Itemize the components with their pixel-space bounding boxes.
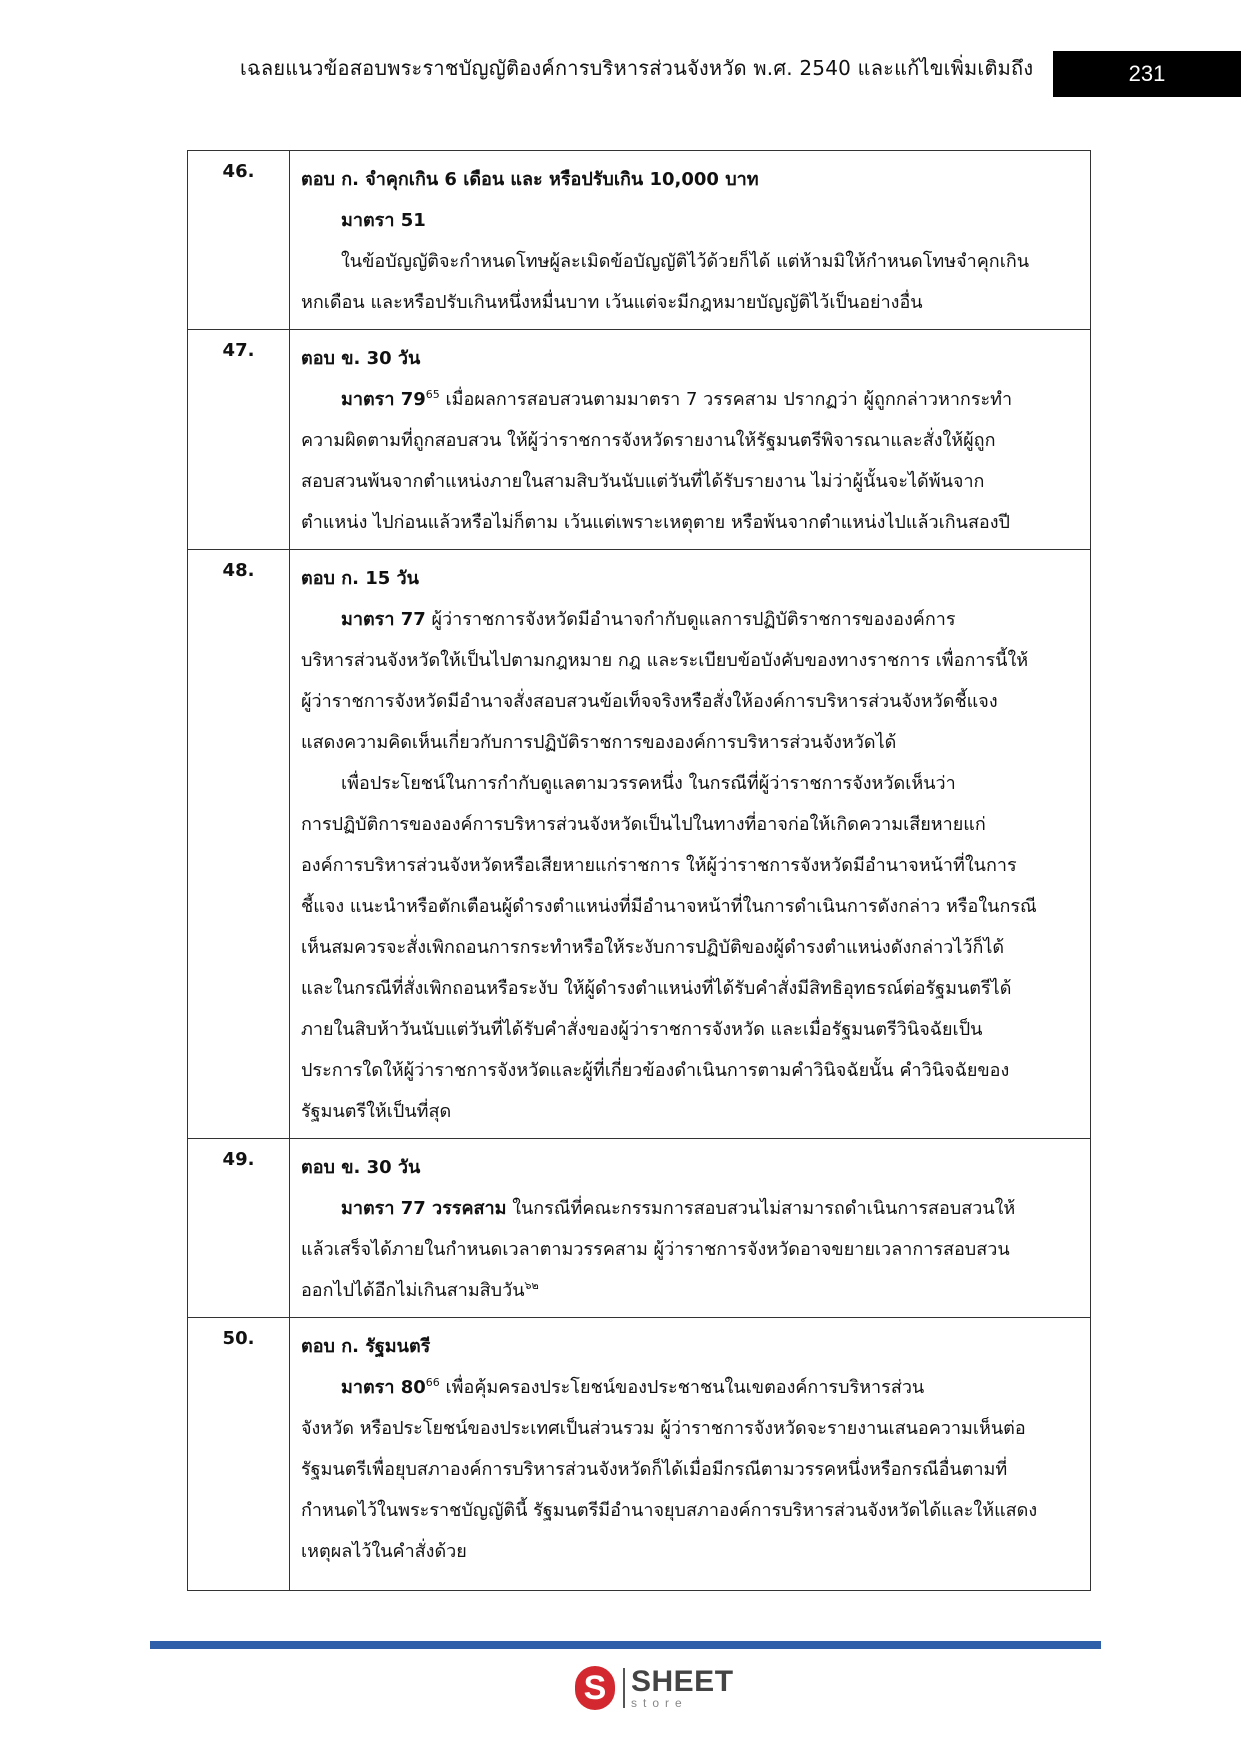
answer-cell [290,1139,1091,1318]
table-row [188,1318,1091,1591]
answer-cell [290,330,1091,550]
body-line: ชี้แจง แนะนำหรือตักเตือนผู้ดำรงตำแหน่งที่มีอำนาจหน้าที่ในการดำเนินการดังกล่าว หรือในกรณี [301,896,1037,917]
section-paragraph [301,1367,1080,1408]
question-number: 46. [188,151,290,330]
section-paragraph [301,379,1080,420]
answer-text: ตอบ ข. 30 วัน [301,1157,421,1178]
body-line: ประการใดให้ผู้ว่าราชการจังหวัดและผู้ที่เกี่ยวข้องดำเนินการตามคำวินิจฉัยนั้น คำวินิจฉัยของ [301,1060,1010,1081]
footnote-marker: 66 [425,1376,440,1389]
section-heading: มาตรา 77 วรรคสาม [341,1198,507,1219]
answer-text: ตอบ ก. จำคุกเกิน 6 เดือน และ หรือปรับเกิน 10,000 บาท [301,169,759,190]
section-heading: มาตรา 80 [341,1377,426,1398]
body-line: รัฐมนตรีเพื่อยุบสภาองค์การบริหารส่วนจังหวัดก็ได้เมื่อมีกรณีตามวรรคหนึ่งหรือกรณีอื่นตามที่ [301,1459,1008,1480]
answer-text: ตอบ ก. 15 วัน [301,568,419,589]
answer-text: ตอบ ก. รัฐมนตรี [301,1336,431,1357]
body-line: และในกรณีที่สั่งเพิกถอนหรือระงับ ให้ผู้ดำรงตำแหน่งที่ได้รับคำสั่งมีสิทธิอุทธรณ์ต่อรัฐมนตรีได้ [301,978,1012,999]
question-number: 50. [188,1318,290,1591]
table-row [188,550,1091,1139]
question-number: 49. [188,1139,290,1318]
table-row [188,151,1091,330]
document-header-title: เฉลยแนวข้อสอบพระราชบัญญัติองค์การบริหารส่วนจังหวัด พ.ศ. 2540 และแก้ไขเพิ่มเติมถึง [240,56,1034,80]
body-line: ในข้อบัญญัติจะกำหนดโทษผู้ละเมิดข้อบัญญัติไว้ด้วยก็ได้ แต่ห้ามมิให้กำหนดโทษจำคุกเกิน [341,251,1030,272]
body-line: ตำแหน่ง ไปก่อนแล้วหรือไม่ก็ตาม เว้นแต่เพราะเหตุตาย หรือพ้นจากตำแหน่งไปแล้วเกินสองปี [301,512,1010,533]
sheetstore-logo [575,1664,734,1712]
answer-cell [290,1318,1091,1591]
body-line: องค์การบริหารส่วนจังหวัดหรือเสียหายแก่ราชการ ให้ผู้ว่าราชการจังหวัดมีอำนาจหน้าที่ในการ [301,855,1017,876]
spacer [301,1572,1080,1584]
question-number: 48. [188,550,290,1139]
body-line: ผู้ว่าราชการจังหวัดมีอำนาจกำกับดูแลการปฏิบัติราชการขององค์การ [425,609,956,630]
body-line: ผู้ว่าราชการจังหวัดมีอำนาจสั่งสอบสวนข้อเท็จจริงหรือสั่งให้องค์การบริหารส่วนจังหวัดชี้แจง [301,691,998,712]
body-line: เหตุผลไว้ในคำสั่งด้วย [301,1541,467,1562]
body-line: ความผิดตามที่ถูกสอบสวน ให้ผู้ว่าราชการจังหวัดรายงานให้รัฐมนตรีพิจารณาและสั่งให้ผู้ถูก [301,430,996,451]
footnote-marker: ๖๒ [524,1279,539,1292]
section-paragraph [301,599,1080,640]
footer-divider [150,1641,1101,1649]
body-line: ออกไปได้อีกไม่เกินสามสิบวัน [301,1280,525,1301]
body-line: จังหวัด หรือประโยชน์ของประเทศเป็นส่วนรวม ผู้ว่าราชการจังหวัดจะรายงานเสนอความเห็นต่อ [301,1418,1026,1439]
body-line: เมื่อผลการสอบสวนตามมาตรา 7 วรรคสาม ปรากฏว่า ผู้ถูกกล่าวหากระทำ [439,389,1013,410]
logo-sub-text: store [631,1696,688,1710]
answer-cell [290,151,1091,330]
body-line: กำหนดไว้ในพระราชบัญญัตินี้ รัฐมนตรีมีอำนาจยุบสภาองค์การบริหารส่วนจังหวัดได้และให้แสดง [301,1500,1038,1521]
body-line-with-footnote [301,1270,1080,1311]
answer-table [187,150,1091,1591]
page-number-badge: 231 [1053,51,1241,97]
body-line: เพื่อคุ้มครองประโยชน์ของประชาชนในเขตองค์การบริหารส่วน [439,1377,925,1398]
body-line: การปฏิบัติการขององค์การบริหารส่วนจังหวัดเป็นไปในทางที่อาจก่อให้เกิดความเสียหายแก่ [301,814,986,835]
answer-cell [290,550,1091,1139]
section-heading: มาตรา 77 [341,609,426,630]
body-line: ภายในสิบห้าวันนับแต่วันที่ได้รับคำสั่งของผู้ว่าราชการจังหวัด และเมื่อรัฐมนตรีวินิจฉัยเป็น [301,1019,983,1040]
logo-separator [623,1668,625,1708]
logo-main-text: SHEET [631,1665,734,1698]
answer-text: ตอบ ข. 30 วัน [301,348,421,369]
section-heading: มาตรา 79 [341,389,426,410]
body-line: ในกรณีที่คณะกรรมการสอบสวนไม่สามารถดำเนินการสอบสวนให้ [506,1198,1016,1219]
footnote-marker: 65 [425,388,440,401]
body-line: สอบสวนพ้นจากตำแหน่งภายในสามสิบวันนับแต่วันที่ได้รับรายงาน ไม่ว่าผู้นั้นจะได้พ้นจาก [301,471,985,492]
section-paragraph [301,1188,1080,1229]
body-line: บริหารส่วนจังหวัดให้เป็นไปตามกฎหมาย กฎ และระเบียบข้อบังคับของทางราชการ เพื่อการนี้ให้ [301,650,1029,671]
question-number: 47. [188,330,290,550]
logo-wordmark [631,1667,734,1709]
body-line: เห็นสมควรจะสั่งเพิกถอนการกระทำหรือให้ระงับการปฏิบัติของผู้ดำรงตำแหน่งดังกล่าวไว้ก็ได้ [301,937,1005,958]
body-line: เพื่อประโยชน์ในการกำกับดูแลตามวรรคหนึ่ง ในกรณีที่ผู้ว่าราชการจังหวัดเห็นว่า [341,773,956,794]
logo-s-icon: S [575,1666,615,1710]
body-line: หกเดือน และหรือปรับเกินหนึ่งหมื่นบาท เว้นแต่จะมีกฎหมายบัญญัติไว้เป็นอย่างอื่น [301,292,923,313]
body-line: แล้วเสร็จได้ภายในกำหนดเวลาตามวรรคสาม ผู้ว่าราชการจังหวัดอาจขยายเวลาการสอบสวน [301,1239,1010,1260]
section-heading: มาตรา 51 [341,210,426,231]
table-row [188,330,1091,550]
body-line: แสดงความคิดเห็นเกี่ยวกับการปฏิบัติราชการขององค์การบริหารส่วนจังหวัดได้ [301,732,897,753]
table-row [188,1139,1091,1318]
body-line: รัฐมนตรีให้เป็นที่สุด [301,1101,452,1122]
